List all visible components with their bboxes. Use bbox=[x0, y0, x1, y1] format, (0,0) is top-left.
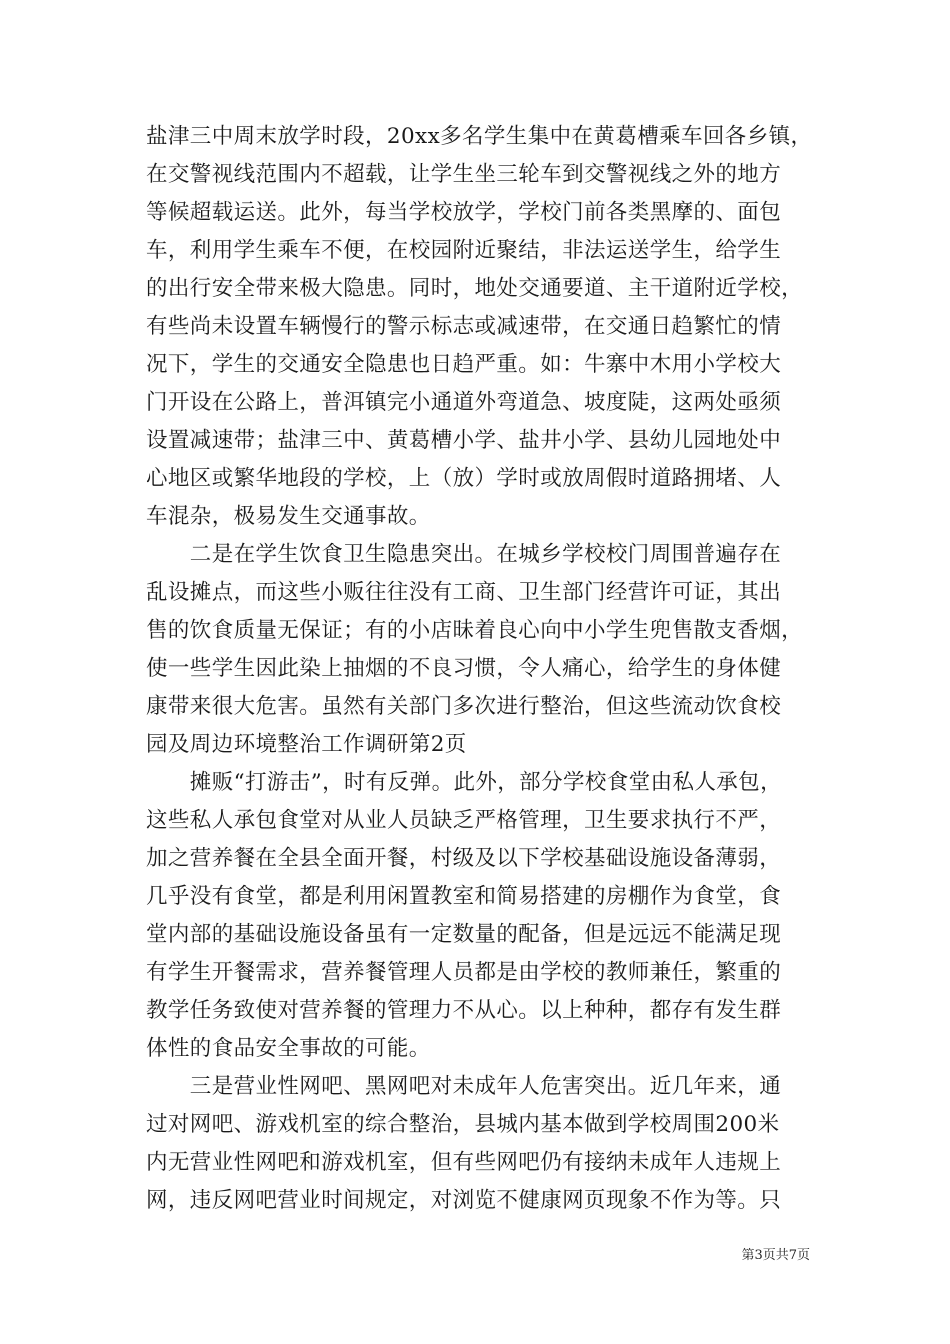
text-line: 心地区或繁华地段的学校，上（放）学时或放周假时道路拥堵、人 bbox=[146, 466, 782, 491]
text-line: 盐津三中周末放学时段，20xx多名学生集中在黄葛槽乘车回各乡镇， bbox=[146, 124, 813, 149]
text-line: 况下，学生的交通安全隐患也日趋严重。如：牛寨中木用小学校大 bbox=[146, 352, 782, 377]
text-line: 有学生开餐需求，营养餐管理人员都是由学校的教师兼任，繁重的 bbox=[146, 960, 782, 985]
text-line: 摊贩“打游击”，时有反弹。此外，部分学校食堂由私人承包， bbox=[146, 770, 782, 795]
text-line: 车，利用学生乘车不便，在校园附近聚结，非法运送学生，给学生 bbox=[146, 238, 782, 263]
text-line: 体性的食品安全事故的可能。 bbox=[146, 1036, 431, 1061]
text-line: 车混杂，极易发生交通事故。 bbox=[146, 504, 431, 529]
text-line: 几乎没有食堂，都是利用闲置教室和简易搭建的房棚作为食堂，食 bbox=[146, 884, 782, 909]
text-line: 堂内部的基础设施设备虽有一定数量的配备，但是远远不能满足现 bbox=[146, 922, 782, 947]
text-line: 乱设摊点，而这些小贩往往没有工商、卫生部门经营许可证，其出 bbox=[146, 580, 782, 605]
text-line: 网，违反网吧营业时间规定，对浏览不健康网页现象不作为等。只 bbox=[146, 1188, 782, 1213]
text-line: 教学任务致使对营养餐的管理力不从心。以上种种，都存有发生群 bbox=[146, 998, 782, 1023]
text-line: 加之营养餐在全县全面开餐，村级及以下学校基础设施设备薄弱， bbox=[146, 846, 782, 871]
text-line: 的出行安全带来极大隐患。同时，地处交通要道、主干道附近学校， bbox=[146, 276, 804, 301]
text-line: 三是营业性网吧、黑网吧对未成年人危害突出。近几年来，通 bbox=[146, 1074, 782, 1099]
text-line: 康带来很大危害。虽然有关部门多次进行整治，但这些流动饮食校 bbox=[146, 694, 782, 719]
text-line: 有些尚未设置车辆慢行的警示标志或减速带，在交通日趋繁忙的情 bbox=[146, 314, 782, 339]
text-line: 门开设在公路上，普洱镇完小通道外弯道急、坡度陡，这两处亟须 bbox=[146, 390, 782, 415]
text-line: 园及周边环境整治工作调研第2页 bbox=[146, 732, 467, 757]
text-line: 设置减速带；盐津三中、黄葛槽小学、盐井小学、县幼儿园地处中 bbox=[146, 428, 782, 453]
text-line: 售的饮食质量无保证；有的小店昧着良心向中小学生兜售散支香烟， bbox=[146, 618, 804, 643]
text-line: 等候超载运送。此外，每当学校放学，学校门前各类黑摩的、面包 bbox=[146, 200, 782, 225]
text-line: 在交警视线范围内不超载，让学生坐三轮车到交警视线之外的地方 bbox=[146, 162, 782, 187]
page-number: 第3页共7页 bbox=[741, 1248, 810, 1263]
text-line: 使一些学生因此染上抽烟的不良习惯，令人痛心，给学生的身体健 bbox=[146, 656, 782, 681]
text-line: 二是在学生饮食卫生隐患突出。在城乡学校校门周围普遍存在 bbox=[146, 542, 782, 567]
text-line: 这些私人承包食堂对从业人员缺乏严格管理，卫生要求执行不严， bbox=[146, 808, 782, 833]
text-line: 内无营业性网吧和游戏机室，但有些网吧仍有接纳未成年人违规上 bbox=[146, 1150, 782, 1175]
text-line: 过对网吧、游戏机室的综合整治，县城内基本做到学校周围200米 bbox=[146, 1112, 780, 1137]
